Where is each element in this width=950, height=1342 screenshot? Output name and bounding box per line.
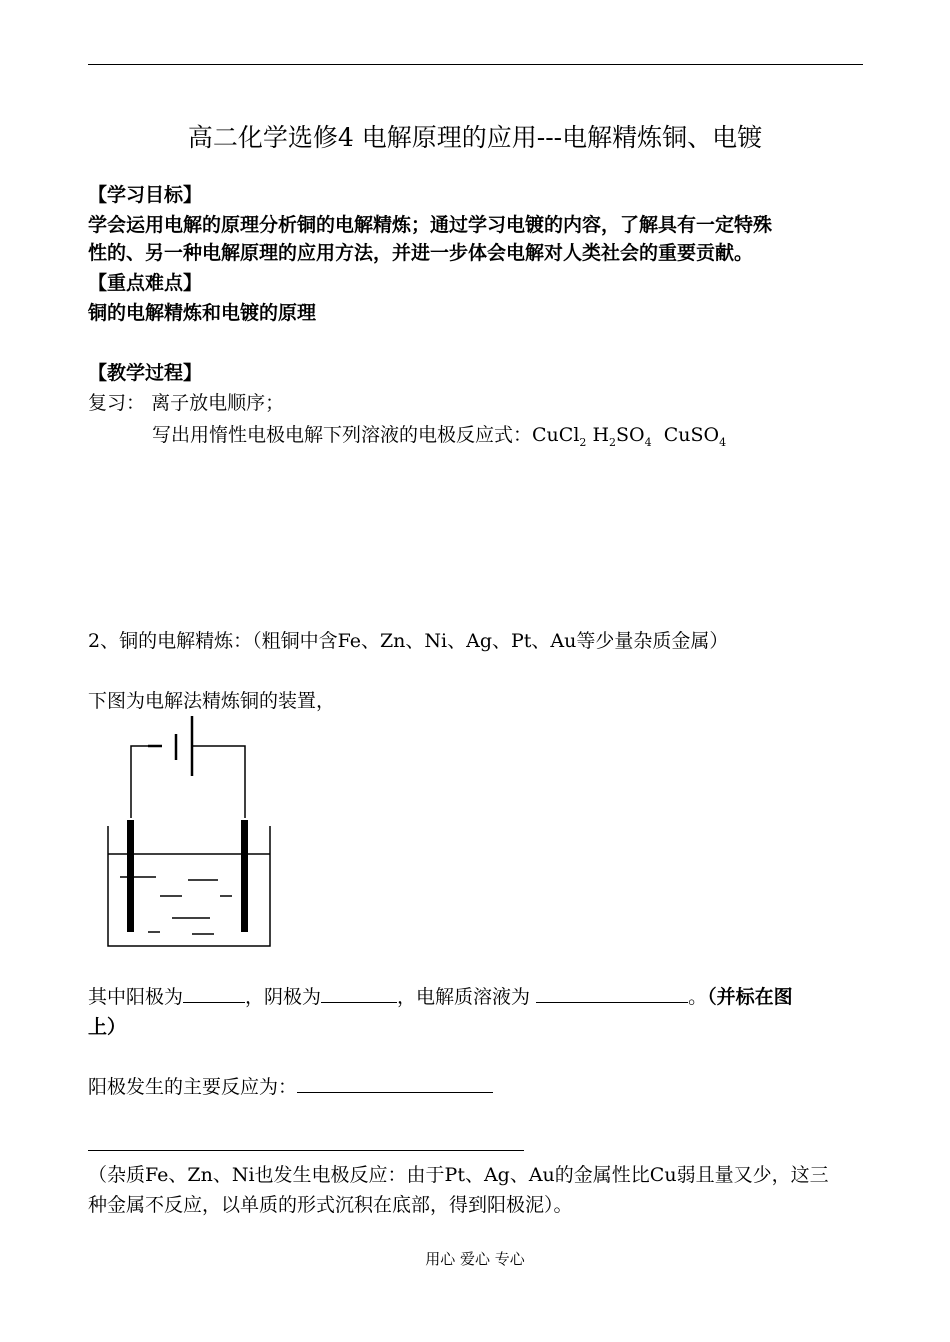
- right-wire: [192, 746, 245, 818]
- left-wire: [131, 746, 162, 818]
- keypoints-heading: 【重点难点】: [88, 272, 203, 294]
- anode-question-label: 其中阳极为: [88, 986, 184, 1008]
- formula-cuso4: CuSO$_4$: [663, 424, 727, 449]
- page-title: 高二化学选修4 电解原理的应用---电解精炼铜、电镀: [187, 123, 763, 152]
- device-intro: 下图为电解法精炼铜的装置，: [88, 690, 336, 712]
- electrolysis-apparatus-diagram: [100, 712, 280, 952]
- task-text: 写出用惰性电极电解下列溶液的电极反应式：: [152, 424, 533, 446]
- objectives-line-1: 学会运用电解的原理分析铜的电解精炼；通过学习电镀的内容，了解具有一定特殊: [88, 214, 773, 236]
- solution-marks: [120, 877, 232, 934]
- period: 。: [688, 986, 708, 1008]
- anode-reaction-blank[interactable]: [297, 1072, 493, 1093]
- answer-line[interactable]: [88, 1150, 524, 1151]
- header-rule: [88, 64, 863, 65]
- review-text: 离子放电顺序；: [151, 392, 285, 414]
- formula-cucl2: CuCl$_2$: [532, 424, 587, 449]
- anode-blank[interactable]: [183, 982, 245, 1003]
- keypoints-text: 铜的电解精炼和电镀的原理: [88, 302, 317, 324]
- note-line-2: 种金属不反应，以单质的形式沉积在底部，得到阳极泥）。: [88, 1194, 573, 1216]
- anode-reaction-label: 阳极发生的主要反应为：: [88, 1076, 298, 1098]
- mark-note: （并标在图: [707, 986, 793, 1008]
- formula-h2so4: $H_2SO_4$: [592, 424, 652, 449]
- cathode-question-label: ，阴极为: [245, 986, 322, 1008]
- review-line: [88, 388, 284, 415]
- right-electrode: [241, 820, 248, 932]
- task-line: [152, 420, 726, 449]
- review-label: 复习：: [88, 392, 146, 414]
- anode-reaction-question: [88, 1072, 493, 1099]
- electrolyte-blank[interactable]: [536, 982, 688, 1003]
- mark-note-continued: 上）: [88, 1016, 127, 1038]
- objectives-heading: 【学习目标】: [88, 184, 203, 206]
- section2-heading: 2、铜的电解精炼：（粗铜中含Fe、Zn、Ni、Ag、Pt、Au等少量杂质金属）: [88, 630, 729, 652]
- note-line-1: （杂质Fe、Zn、Ni也发生电极反应：由于Pt、Ag、Au的金属性比Cu弱且量又少，这三: [88, 1164, 829, 1186]
- process-heading: 【教学过程】: [88, 362, 203, 384]
- left-electrode: [127, 820, 134, 932]
- electrolyte-question-label: ，电解质溶液为: [397, 986, 531, 1008]
- cathode-blank[interactable]: [321, 982, 397, 1003]
- anode-cathode-question: [88, 982, 793, 1009]
- page-footer: 用心 爱心 专心: [425, 1250, 525, 1268]
- objectives-line-2: 性的、另一种电解原理的应用方法，并进一步体会电解对人类社会的重要贡献。: [88, 242, 754, 264]
